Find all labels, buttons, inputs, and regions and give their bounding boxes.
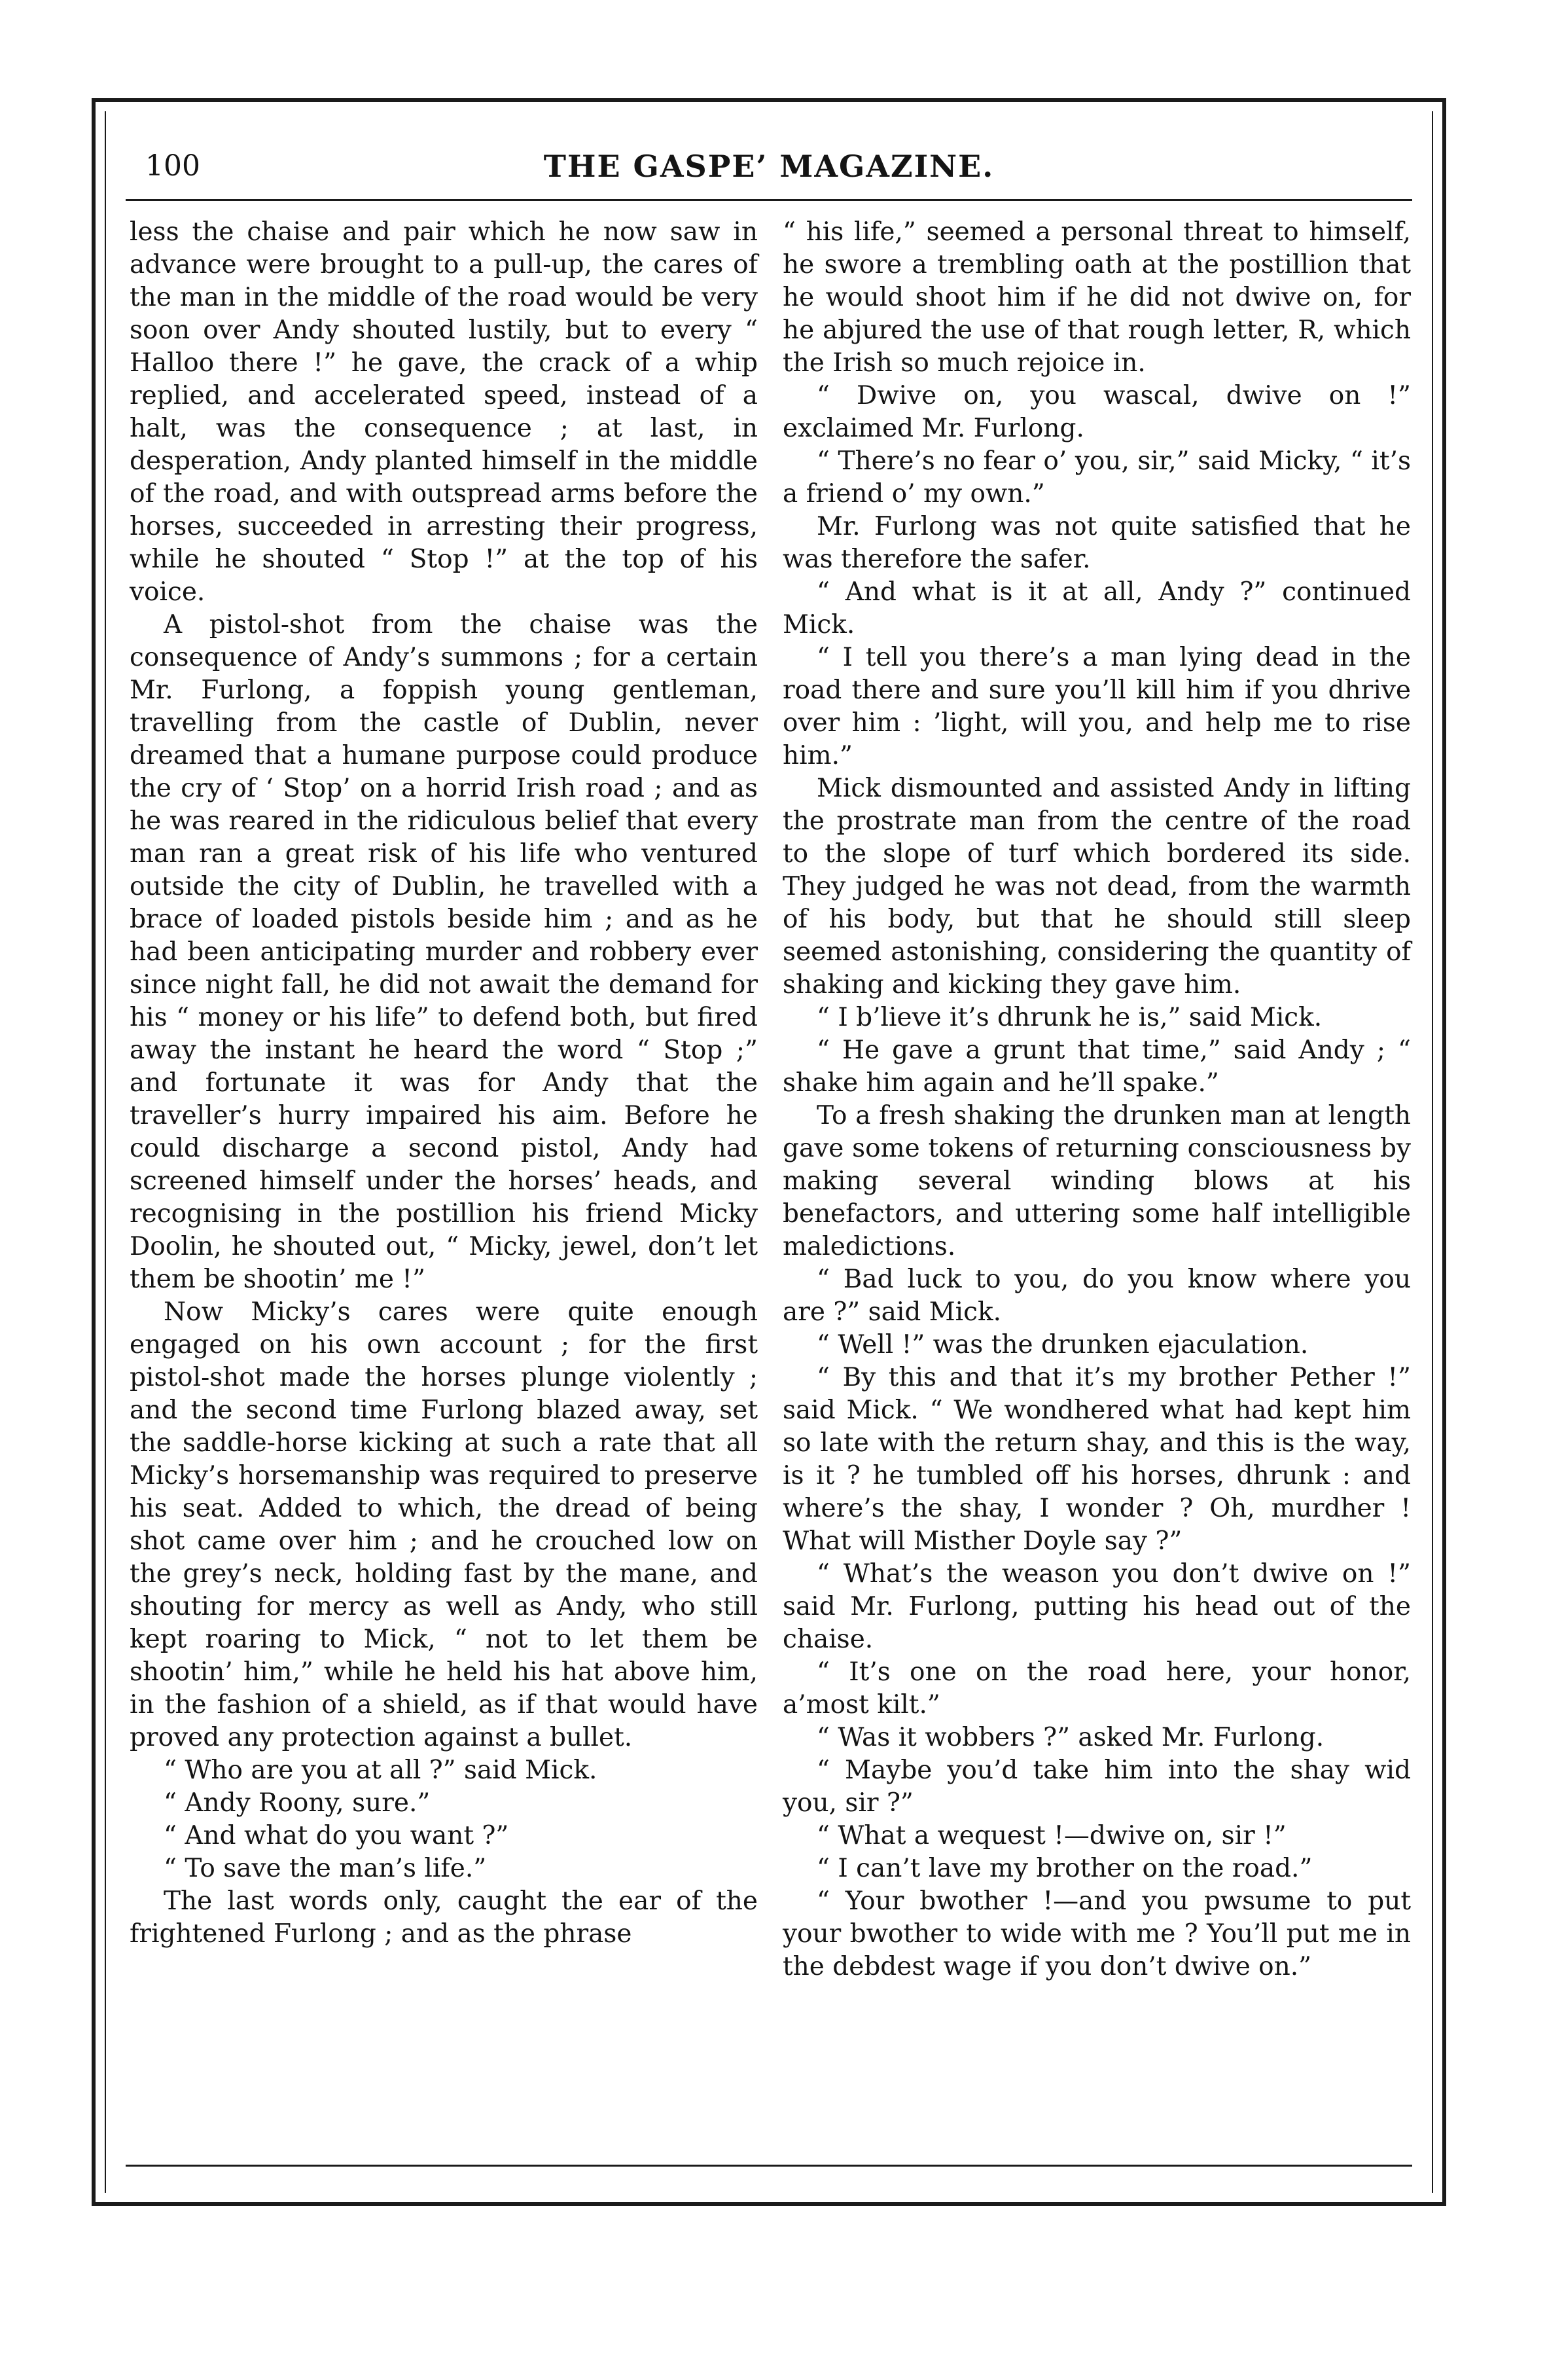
paragraph: “ It’s one on the road here, your honor, a’most kilt.” (783, 1657, 1411, 1720)
paragraph: “ Maybe you’d take him into the shay wid you, sir ?” (783, 1756, 1411, 1818)
right-column (783, 216, 1411, 2147)
paragraph: “ his life,” seemed a personal threat to himself, he swore a trembling oath at the postillion that he would shoot him if he did not dwive on, for he abjured the use of that rough letter, R, which the Irish so much rejoice in. (783, 217, 1411, 378)
paragraph: “ And what do you want ?” (164, 1821, 509, 1850)
paragraph: To a fresh shaking the drunken man at length gave some tokens of returning consciousness by making several winding blows at his benefactors, and uttering some half intelligible maledictions. (783, 1101, 1411, 1261)
paragraph: “ To save the man’s life.” (164, 1854, 487, 1883)
page-inner-frame (105, 111, 1433, 2193)
paragraph: Mick dismounted and assisted Andy in lifting the prostrate man from the centre of the road to the slope of turf which bordered its side. They judged he was not dead, from the warmth of his body, but that he should still sleep seemed astonishing, considering the quantity of shaking and kicking they gave him. (783, 774, 1411, 1000)
paragraph: “ Was it wobbers ?” asked Mr. Furlong. (817, 1723, 1325, 1752)
paragraph: “ There’s no fear o’ you, sir,” said Micky, “ it’s a friend o’ my own.” (783, 446, 1411, 509)
paragraph: Now Micky’s cares were quite enough engaged on his own account ; for the first pistol-shot made the horses plunge violently ; and the second time Furlong blazed away, set the saddle-horse kicking at such a rate that all Micky’s horsemanship was required to preserve his seat. Added to which, the dread of being shot came over him ; and he crouched low on the grey’s neck, holding fast by the mane, and shouting for mercy as well as Andy, who still kept roaring to Mick, “ not to let them be shootin’ him,” while he held his hat above him, in the fashion of a shield, as if that would have proved any protection against a bullet. (130, 1297, 758, 1752)
paragraph: “ And what is it at all, Andy ?” continued Mick. (783, 577, 1411, 640)
paragraph: “ I can’t lave my brother on the road.” (817, 1854, 1313, 1883)
left-column (130, 216, 758, 2147)
paragraph: “ What a wequest !—dwive on, sir !” (817, 1821, 1287, 1850)
paragraph: “ Well !” was the drunken ejaculation. (817, 1330, 1309, 1360)
paragraph: Mr. Furlong was not quite satisfied that he was therefore the safer. (783, 512, 1411, 574)
page-frame (92, 98, 1446, 2206)
paragraph: “ What’s the weason you don’t dwive on !” said Mr. Furlong, putting his head out of the chaise. (783, 1559, 1411, 1654)
paragraph: “ Who are you at all ?” said Mick. (164, 1756, 597, 1785)
paragraph: “ Your bwother !—and you pwsume to put your bwother to wide with me ? You’ll put me in the debdest wage if you don’t dwive on.” (783, 1886, 1411, 1981)
paragraph: “ Bad luck to you, do you know where you are ?” said Mick. (783, 1265, 1411, 1327)
footer-rule (126, 2165, 1412, 2167)
header-rule (126, 199, 1412, 201)
paragraph: less the chaise and pair which he now saw in advance were brought to a pull-up, the cares of the man in the middle of the road would be very soon over Andy shouted lustily, but to every “ Halloo there !” he gave, the crack of a whip replied, and accelerated speed, instead of a halt, was the consequence ; at last, in desperation, Andy planted himself in the middle of the road, and with outspread arms before the horses, succeeded in arresting their progress, while he shouted “ Stop !” at the top of his voice. (130, 217, 758, 607)
page-number: 100 (145, 149, 200, 183)
paragraph: A pistol-shot from the chaise was the consequence of Andy’s summons ; for a certain Mr. Furlong, a foppish young gentleman, travelling from the castle of Dublin, never dreamed that a humane purpose could produce the cry of ‘ Stop’ on a horrid Irish road ; and as he was reared in the ridiculous belief that every man ran a great risk of his life who ventured outside the city of Dublin, he travelled with a brace of loaded pistols beside him ; and as he had been anticipating murder and robbery ever since night fall, he did not await the demand for his “ money or his life” to defend both, but fired away the instant he heard the word “ Stop ;” and fortunate it was for Andy that the traveller’s hurry impaired his aim. Before he could discharge a second pistol, Andy had screened himself under the horses’ heads, and recognising in the postillion his friend Micky Doolin, he shouted out, “ Micky, jewel, don’t let them be shootin’ me !” (130, 610, 758, 1294)
paragraph: “ By this and that it’s my brother Pether !” said Mick. “ We wondhered what had kept him so late with the return shay, and this is the way, is it ? he tumbled off his horses, dhrunk : and where’s the shay, I wonder ? Oh, murdher ! What will Misther Doyle say ?” (783, 1363, 1411, 1556)
paragraph: “ I tell you there’s a man lying dead in the road there and sure you’ll kill him if you dhrive over him : ’light, will you, and help me to rise him.” (783, 643, 1411, 770)
paragraph: “ Dwive on, you wascal, dwive on !” exclaimed Mr. Furlong. (783, 381, 1411, 443)
running-title: THE GASPE’ MAGAZINE. (543, 149, 995, 184)
paragraph: “ Andy Roony, sure.” (164, 1788, 431, 1818)
paragraph: “ I b’lieve it’s dhrunk he is,” said Mick. (817, 1003, 1323, 1032)
paragraph: “ He gave a grunt that time,” said Andy ; “ shake him again and he’ll spake.” (783, 1036, 1411, 1098)
paragraph: The last words only, caught the ear of the frightened Furlong ; and as the phrase (130, 1886, 758, 1949)
page-header (145, 140, 1393, 192)
